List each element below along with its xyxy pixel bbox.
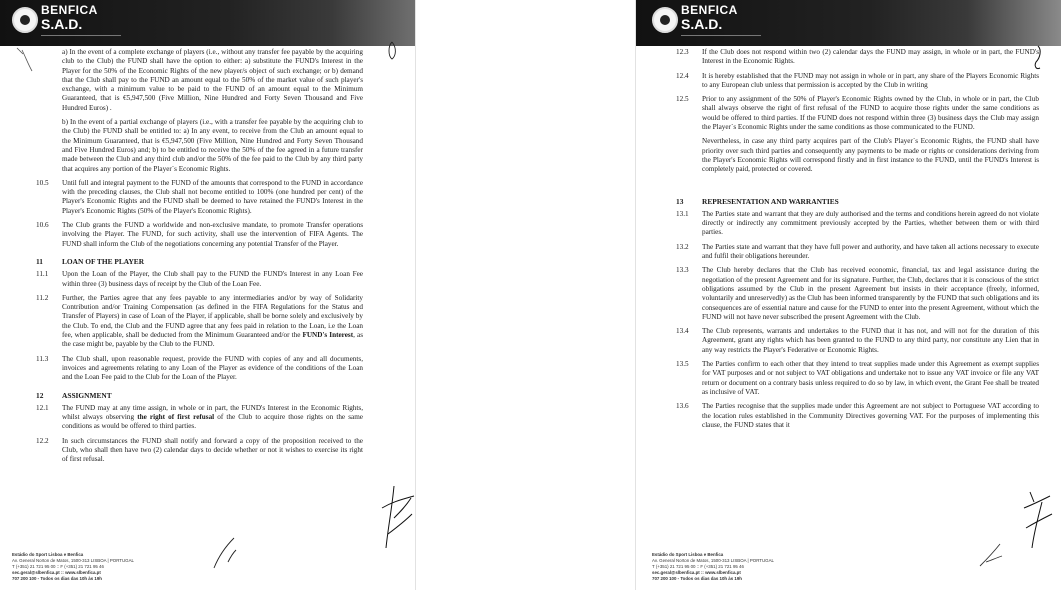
clause-text: The Club represents, warrants and undertakes to the FUND that it has not, and will not for the duration of this Agreement, grant any rights which has been granted to the FUND to any third party, nor constitute any Lien that in any way restricts the Player's Federative or Economic Rights. (702, 327, 1039, 354)
brand-sub: S.A.D. (681, 16, 723, 32)
crest-icon (12, 7, 38, 33)
clause-number: 13.4 (676, 327, 689, 336)
clause-text: It is hereby established that the FUND may not assign in whole or in part, any share of the Players Economic Rights to any European club unless that permission is accepted by the Club in writing (702, 71, 1039, 89)
page-gutter (415, 0, 636, 590)
clause-13-2 (636, 243, 1039, 262)
clause-text: The FUND may at any time assign, in whole or in part, the FUND's Interest in the Economic Rights, whilst always observing the right of first refusal of the Club to acquire those rights on the same conditions as would be offered to third parties. (62, 403, 363, 431)
clause-text: The Parties state and warrant that they are duly authorised and the terms and conditions herein agreed do not violate directly or indirectly any commitment previously accepted by the Parties, whether between them or with third parties. (702, 209, 1039, 237)
initial-mark (386, 40, 400, 62)
clause-13-3 (636, 266, 1039, 322)
clause-text: The Parties state and warrant that they have full power and authority, and have taken all actions necessary to execute and fulfil their obligations hereunder. (702, 242, 1039, 261)
clause-number: 12.3 (676, 48, 689, 56)
clause-number: 11.3 (36, 354, 49, 363)
clause-12-2 (0, 437, 363, 465)
clause-12-3 (636, 48, 1039, 67)
clause-12-5 (636, 95, 1039, 174)
clause-text: Upon the Loan of the Player, the Club shall pay to the FUND the FUND's Interest in any Loan Fee within three (3) business days of receipt by the Club of the Loan Fee. (62, 270, 363, 288)
clause-13-1 (636, 210, 1039, 238)
clause-text: The Club grants the FUND a worldwide and non-exclusive mandate, to promote Transfer operations involving the Player. The FUND, for such activity, shall use the intervention of FIFA Agents. The FUND shall inform the Club of the negotiations concerning any potential Transfer of the Player. (62, 221, 363, 248)
paragraph-b: b) In the event of a partial exchange of players (i.e., with a transfer fee payable by the acquiring club to the Club) the FUND shall be entitled to: a) In any event, to receive from the Club an amount equal to the Minimum Guaranteed, that is €5,947,500 (Five Million, Nine Hundred and Forty Seven Thousand and Five Hundred Euros) and; b) to be entitled to receive the 50% of the fee agreed in a future transfer made between the Club and any third club and/or the 50% of the fee paid to the Club by any third party that acquires any portion of the Player´s Economic Rights. (62, 118, 363, 173)
clause-10-6 (0, 221, 363, 249)
clause-text: Until full and integral payment to the FUND of the amounts that correspond to the FUND in accordance with the preceding clauses, the Club shall not become entitled to 100% (one hundred per cent) of the Player's Economic Rights and the FUND shall be deemed to have retained the FUND's Interest in the Player's Economic Rights (50% of the Player's Economic Rights). (62, 178, 363, 215)
clause-number: 12.5 (676, 95, 689, 104)
clause-number: 13.6 (676, 402, 689, 411)
paragraph-a: a) In the event of a complete exchange of players (i.e., without any transfer fee payable by the acquiring club to the Club) the FUND shall have the option to either: a) substitute the FUND's Interest in the Player for the 50% of the Economic Rights of the new player/s object of such exchange; or b) demand that the Club shall pay to the FUND an amount equal to the 50% of the market value of such player's exchange, with a minimum value to be paid to the FUND of an amount equal to the Minimum Guaranteed, that is €5,947,500 (Five Million, Nine Hundred and Forty Seven Thousand and Five Hundred Euros) . (62, 48, 363, 112)
clause-12-1 (0, 404, 363, 432)
handwritten-signature (378, 478, 415, 558)
brand-sub: S.A.D. (41, 16, 83, 32)
clause-number: 10.5 (36, 178, 49, 187)
clause-text: The Parties recognise that the supplies made under this Agreement are not subject to Portuguese VAT according to the location rules established in the Community Directives governing VAT. For the purposes of implementing this clause, the FUND states that it (702, 402, 1039, 429)
clause-text: The Club shall, upon reasonable request, provide the FUND with copies of any and all documents, invoices and agreements relating to any Loan of the Player as evidence of the conditions of the Loan and the Loan Fee paid to the Club for the Loan of the Player. (62, 354, 363, 382)
clause-text: Prior to any assignment of the 50% of Player's Economic Rights owned by the Club, in whole or in part, the Club shall always observe the right of first refusal of the FUND to acquire those rights under the same conditions as would be offered to third parties. If the FUND does not respond within three (3) business days the Club may assign the Player´s Economic Rights under the same conditions as those communicated to the FUND. Nevertheless, in case any third party acquires part of the Club's Player´s Economic Rights, the FUND shall have priority over such third parties and consequently any payments to be made or rights or considerations deriving from the Player's Economic Rights will correspond firstly and in first instance to the FUND, until the FUND's Interest is completely paid, protected or covered. (702, 95, 1039, 174)
section-heading-13: 13 REPRESENTATION AND WARRANTIES (676, 196, 839, 206)
clause-13-4 (636, 327, 1039, 355)
clause-number: 13.2 (676, 242, 689, 251)
handwritten-signature (1020, 488, 1054, 552)
clause-number: 11.2 (36, 293, 49, 302)
clause-13-6 (636, 402, 1039, 430)
letterhead-footer: Estádio do Sport Lisboa e Benfica Av. General Norton de Matos, 1500-313 LISBOA | PORTUGAL T (+351) 21 721 95 00 :: F (+351) 21 721 95 46 sec.geral@slbenfica.pt :: www.slbenfica.pt 707 200 100 - Todos os dias das 10h às 19h (12, 552, 134, 581)
letterhead-footer: Estádio do Sport Lisboa e Benfica Av. General Norton de Matos, 1500-313 LISBOA | PORTUGAL T (+351) 21 721 95 00 :: F (+351) 21 721 95 46 sec.geral@slbenfica.pt :: www.slbenfica.pt 707 200 100 - Todos os dias das 10h às 19h (652, 552, 774, 581)
document-page-right (636, 0, 1061, 590)
clause-text: The Parties confirm to each other that they intend to treat supplies made under this Agreement as exempt supplies for VAT purposes and or not subject to VAT obligations and undertake not to issue any VAT invoice or file any VAT return or document on a contrary basis unless required to do so by law, in which event, the Grant Fee shall be treated as inclusive of VAT. (702, 360, 1039, 396)
clause-13-5 (636, 360, 1039, 397)
section-heading-11: 11 LOAN OF THE PLAYER (36, 256, 145, 266)
clause-text: If the Club does not respond within two (2) calendar days the FUND may assign, in whole or in part, the FUND's Interest in the Economic Rights. (702, 48, 1039, 66)
benfica-logo (12, 4, 121, 36)
clause-number: 12.1 (36, 403, 49, 412)
clause-number: 13.3 (676, 266, 689, 275)
clause-text: Further, the Parties agree that any fees payable to any intermediaries and/or by way of Solidarity Contribution and/or Training Compensation (as defined in the FIFA Regulations for the Status and Transfer of Players) in case of Loan of the Player, if applicable, shall be borne solely and exclusively by the Club. To end, the Club and the FUND agree that any fees paid in relation to the Loan, i.e the Loan fee, when applicable, shall be deducted from the Minimum Guaranteed and/or the FUND's Interest, as the case might be, payable by the Club to the FUND. (62, 293, 363, 349)
clause-text: In such circumstances the FUND shall notify and forward a copy of the proposition received to the Club, who shall then have two (2) calendar days to decide whether or not it wishes to exercise its right of first refusal. (62, 436, 363, 464)
section-heading-12: 12 ASSIGNMENT (36, 390, 112, 400)
document-page-left (0, 0, 415, 590)
initial-mark (14, 44, 38, 74)
benfica-logo (652, 4, 761, 36)
clause-number: 11.1 (36, 270, 49, 279)
clause-number: 13.1 (676, 209, 689, 218)
brand-name: BENFICA (41, 3, 98, 17)
crest-icon (652, 7, 678, 33)
clause-10-5 (0, 179, 363, 216)
clause-number: 13.5 (676, 360, 689, 369)
clause-11-2 (0, 294, 363, 350)
letterhead-band (0, 0, 415, 46)
clause-text: The Club hereby declares that the Club has received economic, financial, tax and legal assistance during the negotiation of the present Agreement and for its signature. Further, the Club, declares that it is conscious of the strict obligations assumed by the Club in the present Agreement but insists in their acceptance (freely, informed, voluntarily and unreservedly) as the Club has been informed transparently by the FUND that such obligations and its consequences are of essential nature and cause for the FUND to enter into the present Agreement, without which the FUND will not have never subscribed the present Agreement with the Club. (702, 266, 1039, 321)
clause-11-3 (0, 355, 363, 383)
clause-number: 12.4 (676, 71, 689, 80)
brand-name: BENFICA (681, 3, 738, 17)
clause-number: 10.6 (36, 221, 49, 230)
page-body (636, 48, 1061, 435)
handwritten-initials (1028, 44, 1048, 72)
letterhead-band (636, 0, 1061, 46)
clause-11-1 (0, 270, 363, 289)
handwritten-initials (210, 532, 240, 572)
clause-number: 12.2 (36, 436, 49, 445)
handwritten-initials (976, 540, 1006, 570)
page-body (0, 48, 415, 470)
clause-12-4 (636, 72, 1039, 91)
